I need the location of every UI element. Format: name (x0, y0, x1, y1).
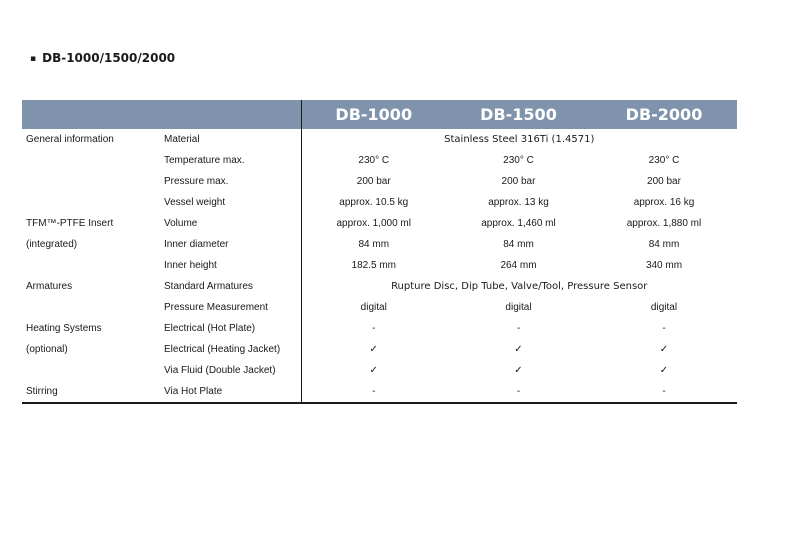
table-header-row (22, 100, 737, 129)
row-parameter: Via Hot Plate (160, 381, 301, 403)
row-parameter: Inner diameter (164, 239, 229, 250)
row-category (22, 297, 160, 318)
row-value: approx. 13 kg (488, 197, 549, 208)
table-row (22, 339, 737, 360)
header-model-3: DB-2000 (591, 100, 737, 129)
table-row (22, 276, 737, 297)
row-category: (integrated) (26, 239, 78, 250)
row-merged-value: Rupture Disc, Dip Tube, Valve/Tool, Pressure Sensor (301, 276, 737, 297)
row-value: 84 mm (503, 239, 534, 250)
table-row (22, 150, 737, 171)
table-row (22, 171, 737, 192)
row-value: 230° C (503, 155, 534, 166)
row-value: approx. 1,880 ml (626, 218, 702, 229)
row-value: 84 mm (301, 234, 446, 255)
row-value: 230° C (648, 155, 680, 166)
checkmark-icon: ✓ (301, 339, 446, 360)
row-value: 230° C (301, 150, 446, 171)
header-blank-category (22, 100, 160, 129)
table-row (22, 297, 737, 318)
row-category: (optional) (26, 344, 68, 355)
row-value: - (516, 323, 521, 334)
row-parameter: Inner height (164, 260, 217, 271)
row-category: TFM™-PTFE Insert (26, 218, 114, 229)
table-row (22, 234, 737, 255)
table-body (22, 129, 737, 403)
row-parameter: Pressure max. (164, 176, 229, 187)
row-category (22, 360, 160, 381)
row-category: General information (26, 134, 114, 145)
header-model-2: DB-1500 (446, 100, 591, 129)
checkmark-icon: ✓ (514, 365, 523, 376)
row-value: 340 mm (645, 260, 683, 271)
row-value: 84 mm (648, 239, 680, 250)
row-value: - (446, 381, 591, 403)
table-row (22, 318, 737, 339)
row-value: digital (301, 297, 446, 318)
table-row (22, 213, 737, 234)
row-category (22, 150, 160, 171)
row-parameter: Standard Armatures (164, 281, 253, 292)
row-value: - (301, 381, 446, 403)
table-row (22, 129, 737, 150)
row-value: digital (650, 302, 678, 313)
table-row (22, 192, 737, 213)
row-category (22, 192, 160, 213)
row-parameter: Material (164, 134, 200, 145)
row-value: - (662, 323, 666, 334)
row-category: Stirring (22, 381, 160, 403)
row-value: - (301, 318, 446, 339)
row-value: approx. 16 kg (633, 197, 695, 208)
row-value: digital (505, 302, 532, 313)
row-parameter: Vessel weight (164, 197, 226, 208)
row-value: approx. 1,460 ml (481, 218, 556, 229)
row-value: 182.5 mm (301, 255, 446, 276)
heading-text: DB-1000/1500/2000 (42, 51, 176, 65)
row-category: Armatures (26, 281, 73, 292)
checkmark-icon: ✓ (514, 344, 523, 355)
row-value: 264 mm (500, 260, 537, 271)
row-value: - (591, 381, 737, 403)
row-value: approx. 10.5 kg (301, 192, 446, 213)
row-parameter: Temperature max. (164, 155, 245, 166)
row-category: Heating Systems (26, 323, 102, 334)
checkmark-icon: ✓ (301, 360, 446, 381)
row-category (22, 255, 160, 276)
header-blank-param (160, 100, 301, 129)
spec-table (22, 100, 737, 404)
row-value: approx. 1,000 ml (301, 213, 446, 234)
row-parameter: Via Fluid (Double Jacket) (164, 365, 276, 376)
table-row (22, 381, 737, 403)
row-parameter: Volume (164, 218, 198, 229)
checkmark-icon: ✓ (659, 344, 669, 355)
row-parameter: Electrical (Hot Plate) (164, 323, 256, 334)
row-value: 200 bar (501, 176, 536, 187)
header-model-1: DB-1000 (301, 100, 446, 129)
bullet-icon: ▪ (30, 54, 37, 64)
table-row (22, 255, 737, 276)
row-value: 200 bar (301, 171, 446, 192)
page-heading (30, 51, 175, 65)
checkmark-icon: ✓ (659, 365, 669, 376)
row-value: 200 bar (647, 176, 681, 187)
row-parameter: Electrical (Heating Jacket) (164, 344, 281, 355)
row-merged-value: Stainless Steel 316Ti (1.4571) (301, 129, 737, 150)
table-row (22, 360, 737, 381)
row-category (22, 171, 160, 192)
row-parameter: Pressure Measurement (164, 302, 268, 313)
